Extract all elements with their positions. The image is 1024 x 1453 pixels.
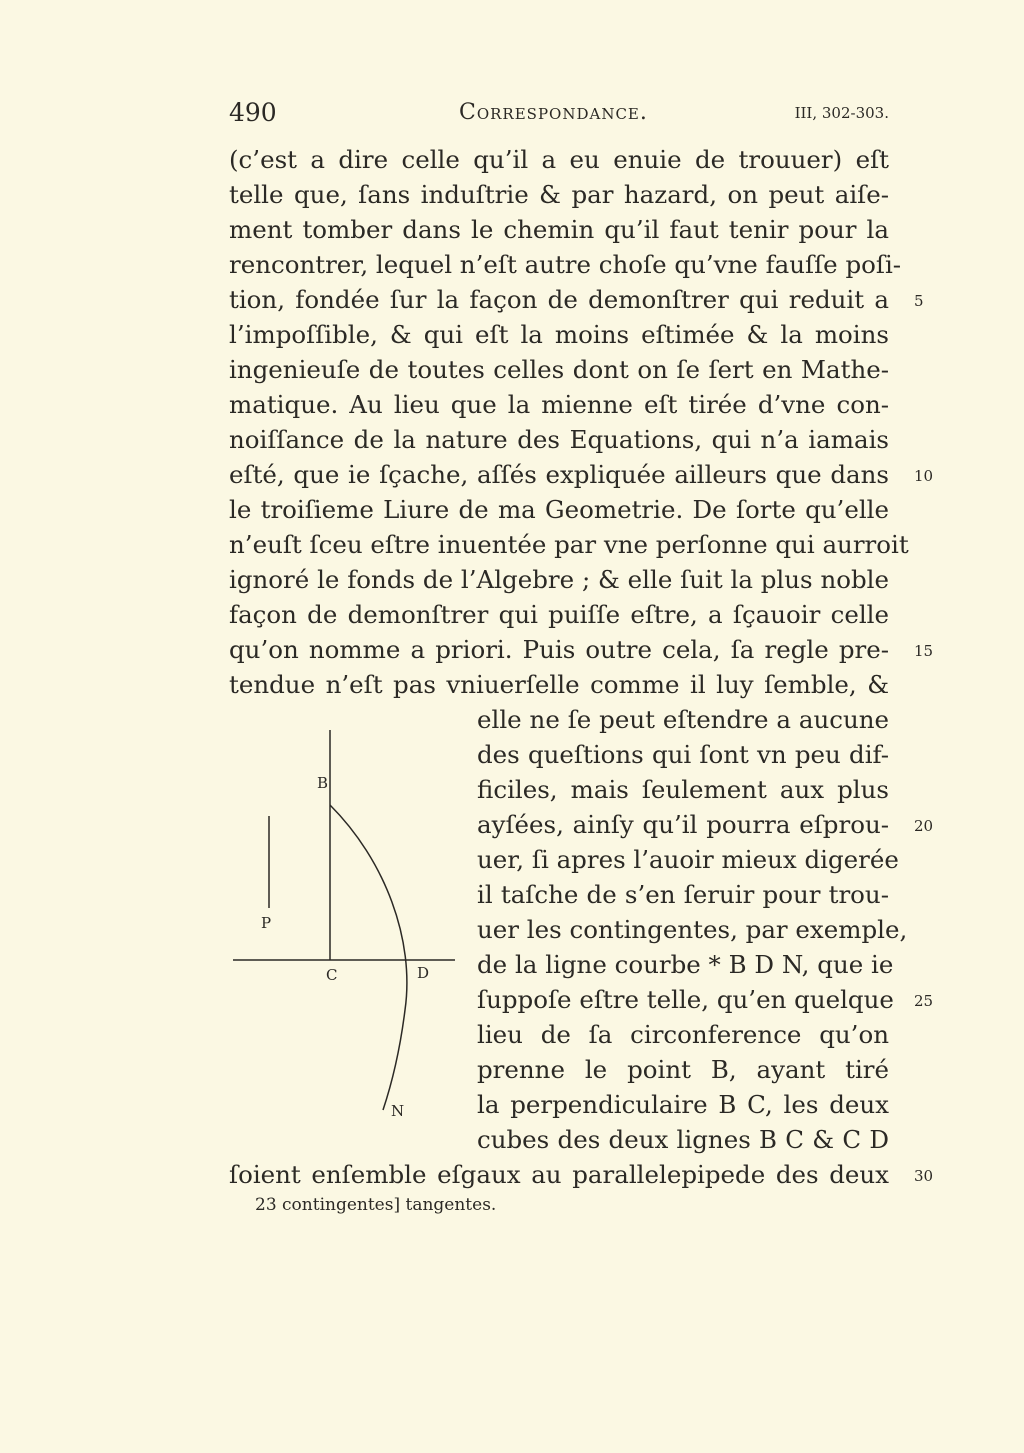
text-line: de la ligne courbe * B D N, que ie: [477, 950, 894, 979]
text-line: ment tomber dans le chemin qu’il faut tenir pour la: [229, 215, 889, 244]
label-p: P: [261, 914, 272, 932]
text-line: la perpendiculaire B C, les deux: [477, 1090, 889, 1119]
line-number: 15: [914, 642, 934, 660]
text-line: ayſées, ainſy qu’il pourra eſprou-: [477, 810, 889, 839]
label-d: D: [417, 964, 430, 982]
text-line: rencontrer, lequel n’eſt autre choſe qu’vne fauſſe poſi-: [229, 250, 902, 279]
geometry-figure: [225, 710, 465, 1130]
text-line: ſoient enſemble eſgaux au parallelepipede des deux: [229, 1160, 889, 1189]
text-line: eſté, que ie ſçache, aſſés expliquée ailleurs que dans: [229, 460, 889, 489]
text-line: tendue n’eſt pas vniuerſelle comme il luy ſemble, &: [229, 670, 889, 699]
page-reference: III, 302-303.: [794, 104, 889, 122]
line-number: 10: [914, 467, 934, 485]
page-header: [229, 98, 889, 128]
curve-bdn: [330, 805, 407, 1110]
text-line: n’euſt ſceu eſtre inuentée par vne perſonne qui aurroit: [229, 530, 909, 559]
text-line: cubes des deux lignes B C & C D: [477, 1125, 889, 1154]
text-line: des queſtions qui ſont vn peu dif-: [477, 740, 889, 769]
label-b: B: [317, 774, 329, 792]
label-n: N: [391, 1102, 405, 1120]
text-line: prenne le point B, ayant tiré: [477, 1055, 889, 1084]
text-line: ingenieuſe de toutes celles dont on ſe ſert en Mathe-: [229, 355, 889, 384]
text-line: l’impoſſible, & qui eſt la moins eſtimée & la moins: [229, 320, 889, 349]
text-line: qu’on nomme a priori. Puis outre cela, ſa regle pre-: [229, 635, 889, 664]
running-title: Correspondance.: [459, 100, 648, 125]
text-line: noiſſance de la nature des Equations, qui n’a iamais: [229, 425, 889, 454]
footnote: 23 contingentes] tangentes.: [255, 1195, 497, 1215]
text-line: le troiſieme Liure de ma Geometrie. De ſorte qu’elle: [229, 495, 889, 524]
line-number: 30: [914, 1167, 934, 1185]
text-line: (c’est a dire celle qu’il a eu enuie de trouuer) eſt: [229, 145, 889, 174]
line-number: 20: [914, 817, 934, 835]
text-line: uer les contingentes, par exemple,: [477, 915, 908, 944]
line-number: 25: [914, 992, 934, 1010]
text-line: ſuppoſe eſtre telle, qu’en quelque: [477, 985, 894, 1014]
text-line: elle ne ſe peut eſtendre a aucune: [477, 705, 889, 734]
text-line: tion, fondée ſur la façon de demonſtrer qui reduit a: [229, 285, 889, 314]
text-line: ignoré le fonds de l’Algebre ; & elle ſuit la plus noble: [229, 565, 889, 594]
text-line: lieu de ſa circonference qu’on: [477, 1020, 889, 1049]
text-line: uer, ſi apres l’auoir mieux digerée: [477, 845, 899, 874]
line-number: 5: [914, 292, 924, 310]
text-line: façon de demonſtrer qui puiſſe eſtre, a ſçauoir celle: [229, 600, 889, 629]
label-c: C: [326, 966, 338, 984]
page-number: 490: [229, 98, 277, 127]
text-line: matique. Au lieu que la mienne eſt tirée d’vne con-: [229, 390, 889, 419]
text-line: il taſche de s’en ſeruir pour trou-: [477, 880, 889, 909]
text-line: ficiles, mais ſeulement aux plus: [477, 775, 889, 804]
text-line: telle que, ſans induſtrie & par hazard, on peut aiſe-: [229, 180, 889, 209]
